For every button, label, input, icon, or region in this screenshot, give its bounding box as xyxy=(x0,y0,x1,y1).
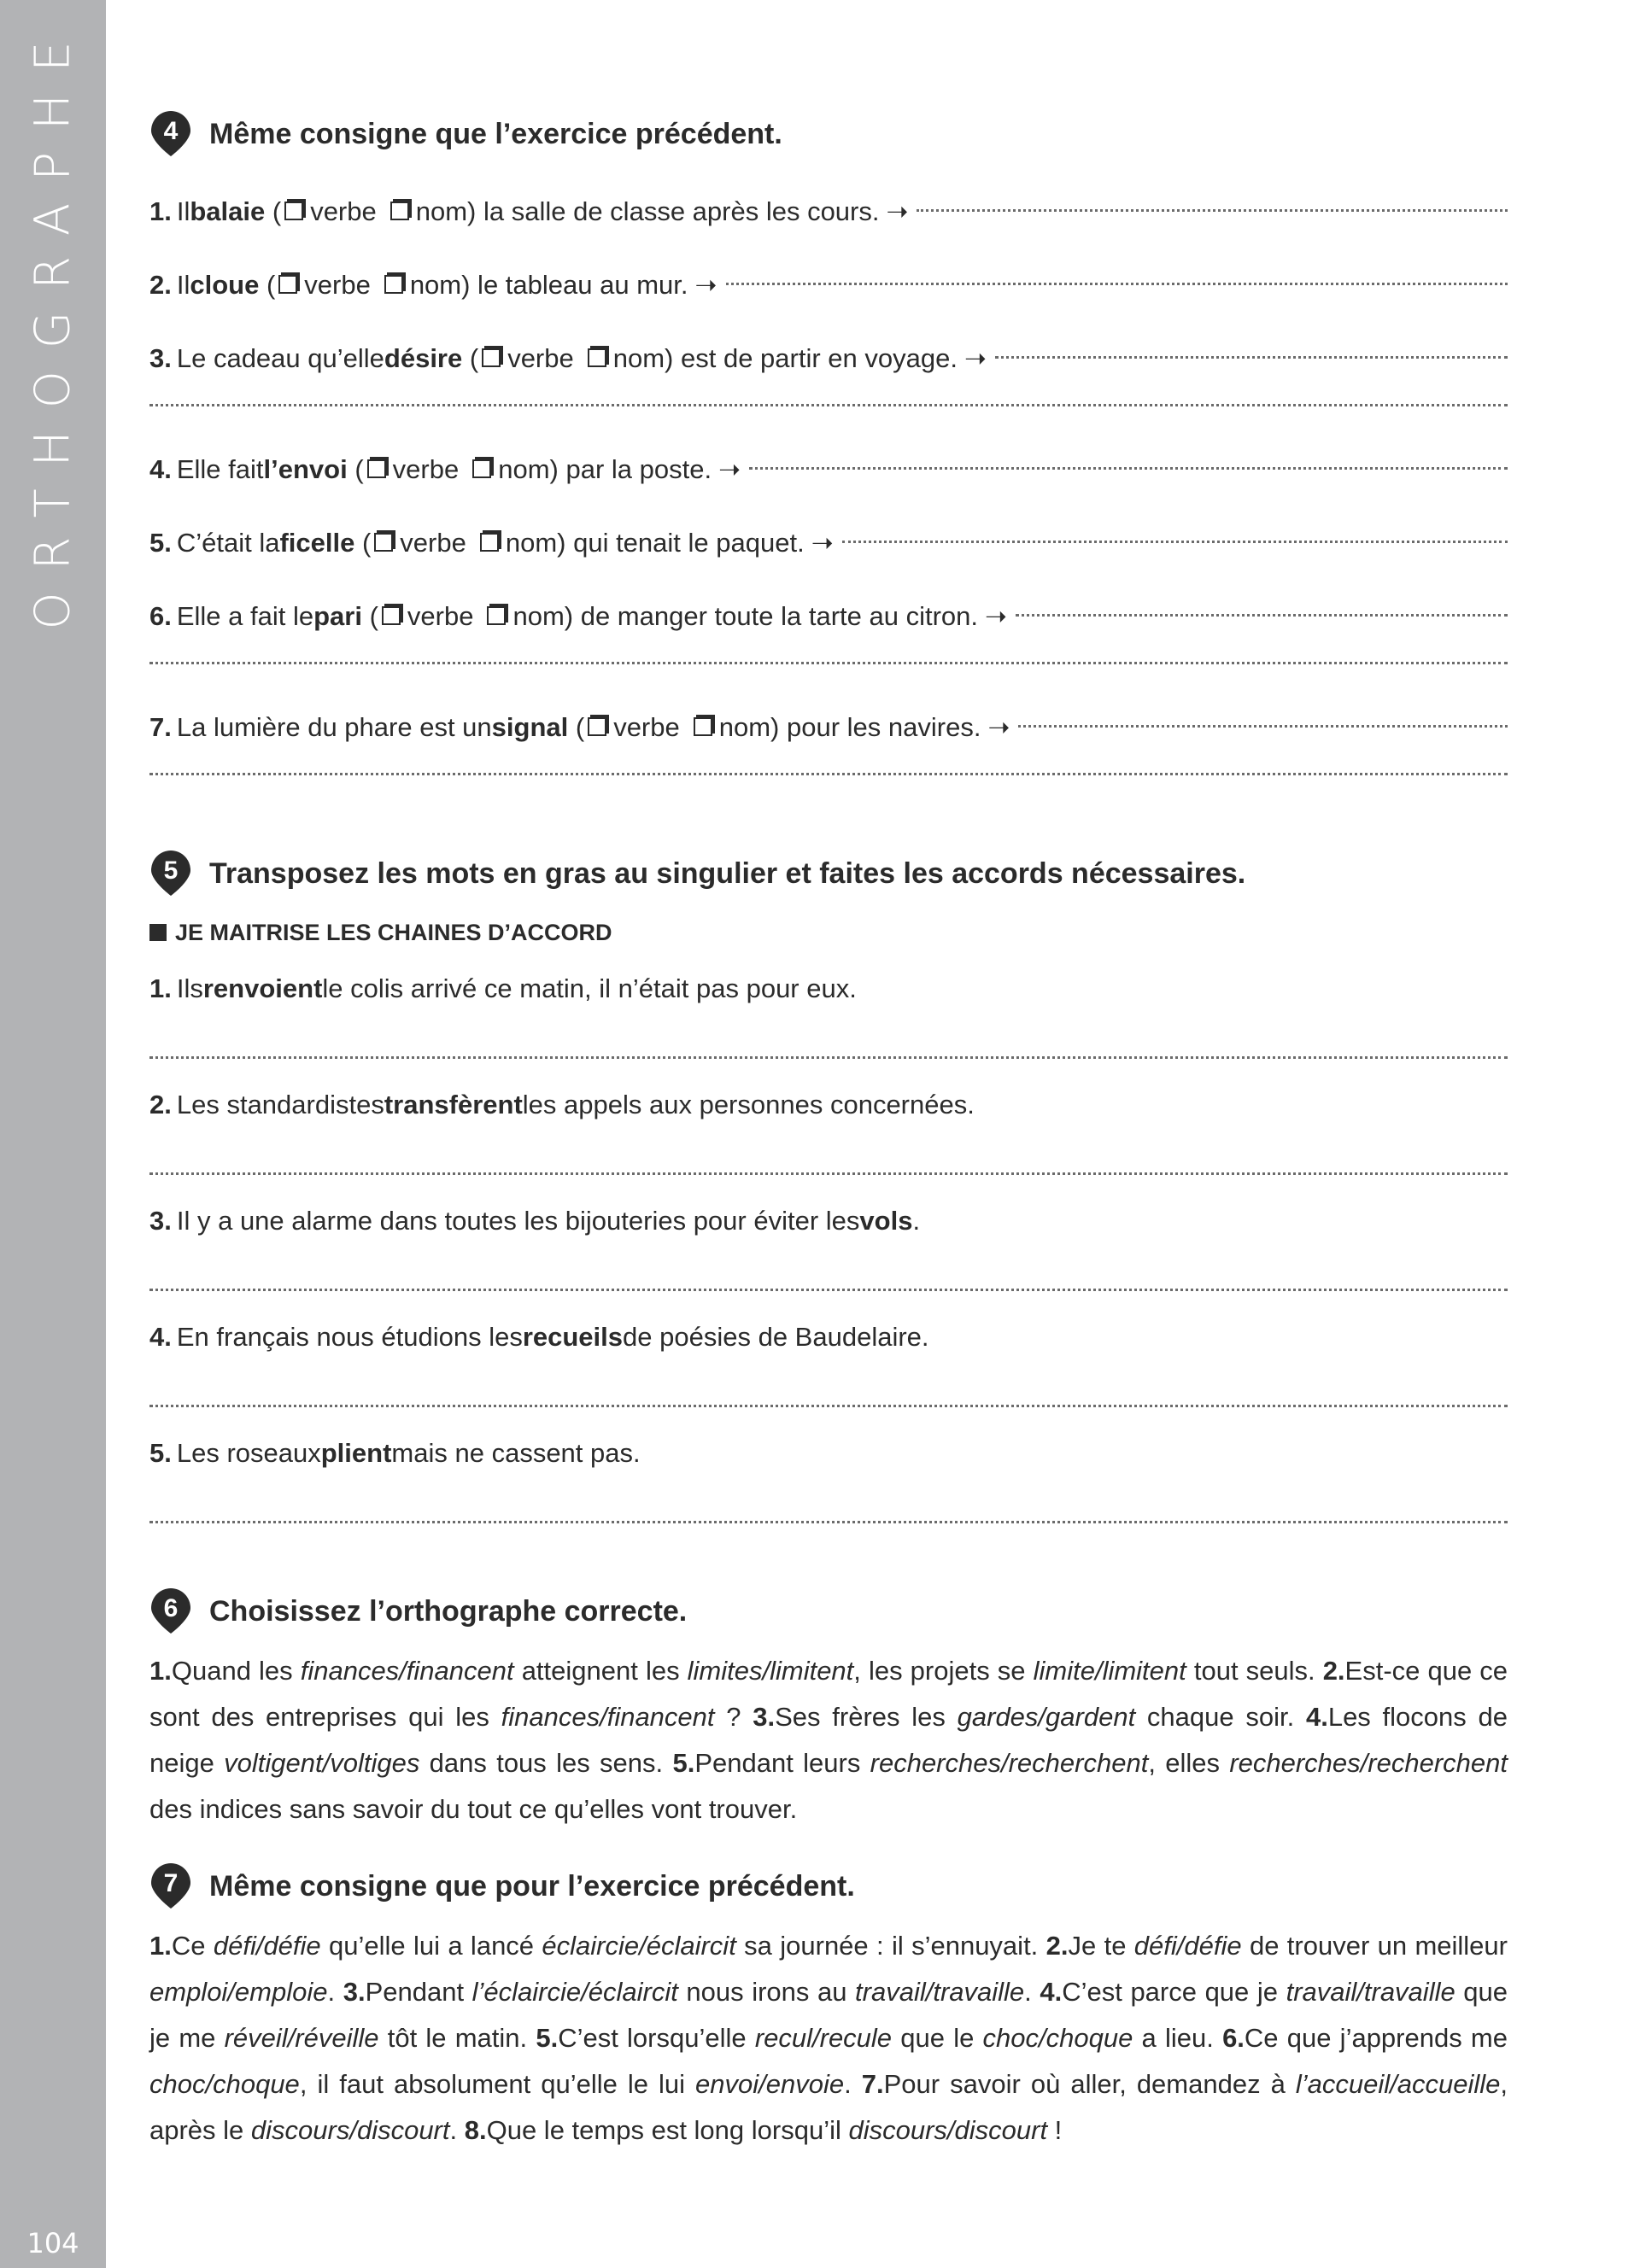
exercise-number-badge: 4 xyxy=(149,111,192,157)
exercise-4-item: 3. Le cadeau qu’elle désire ( verbe nom ) est de partir en voyage. ➝ xyxy=(149,330,1508,377)
bold-word: l’envoi xyxy=(263,454,348,484)
item-number: 6. xyxy=(149,601,172,631)
item-number: 3. xyxy=(149,1206,172,1236)
arrow-icon: ➝ xyxy=(886,196,909,226)
bold-word: transfèrent xyxy=(384,1090,523,1119)
checkbox-verbe[interactable] xyxy=(482,348,501,367)
item-number: 2. xyxy=(149,270,172,300)
item-number: 4. xyxy=(149,454,172,484)
exercise-number-badge: 7 xyxy=(149,1863,192,1909)
answer-line[interactable] xyxy=(149,1494,1508,1532)
answer-line[interactable] xyxy=(149,1030,1508,1067)
exercise-4-item: 1. Il balaie ( verbe nom ) la salle de classe après les cours. ➝ xyxy=(149,183,1508,231)
bold-word: cloue xyxy=(190,270,260,300)
bold-word: plient xyxy=(320,1438,392,1468)
item-number: 1. xyxy=(149,973,172,1003)
item-number: 4. xyxy=(149,1322,172,1352)
exercise-5-item: 3. Il y a une alarme dans toutes les bijouteries pour éviter les vols . xyxy=(149,1202,1508,1240)
exercise-5-list xyxy=(149,970,1508,1551)
checkbox-verbe[interactable] xyxy=(284,202,303,220)
arrow-icon: ➝ xyxy=(964,343,987,373)
option-nom-label: nom xyxy=(718,712,771,742)
item-number: 5. xyxy=(149,528,172,558)
page-number: 104 xyxy=(26,2227,79,2259)
answer-line[interactable] xyxy=(149,635,1508,673)
item-number: 3. xyxy=(149,343,172,373)
answer-line[interactable] xyxy=(149,1262,1508,1300)
option-verbe-label: verbe xyxy=(310,196,377,226)
checkbox-verbe[interactable] xyxy=(374,533,393,552)
arrow-icon: ➝ xyxy=(694,270,718,300)
checkbox-nom[interactable] xyxy=(472,459,491,478)
exercise-6-text: 1.Quand les finances/financent atteignent les limites/limitent, les projets se limite/limitent tout seuls. 2.Est-ce que ce sont des entreprises qui les finances/financent ? 3.Ses frères les gardes/gardent chaque soir. 4.Les flocons de neige voltigent/voltiges dans tous les sens. 5.Pendant leurs recherches/recherchent, elles recherches/recherchent des indices sans savoir du tout ce qu’elles vont trouver. xyxy=(149,1656,1508,1824)
sidebar xyxy=(0,0,106,2268)
bold-word: signal xyxy=(491,712,569,742)
exercise-5-item: 2. Les standardistes transfèrent les appels aux personnes concernées. xyxy=(149,1086,1508,1124)
checkbox-verbe[interactable] xyxy=(588,717,606,736)
item-number: 1. xyxy=(149,196,172,226)
bold-word: balaie xyxy=(190,196,266,226)
option-verbe-label: verbe xyxy=(392,454,460,484)
checkbox-nom[interactable] xyxy=(694,717,712,736)
exercise-5-subtitle: JE MAITRISE LES CHAINES D’ACCORD xyxy=(149,914,1508,951)
page-content xyxy=(149,111,1508,2154)
exercise-5-header xyxy=(149,850,1508,897)
answer-line[interactable] xyxy=(1016,587,1508,625)
exercise-6-header xyxy=(149,1588,1508,1634)
exercise-7-title: Même consigne que pour l’exercice précédent. xyxy=(209,1870,855,1903)
exercise-6-title: Choisissez l’orthographe correcte. xyxy=(209,1595,688,1628)
answer-line[interactable] xyxy=(149,377,1508,415)
exercise-4-item: 5. C’était la ficelle ( verbe nom ) qui tenait le paquet. ➝ xyxy=(149,514,1508,562)
exercise-4-item: 6. Elle a fait le pari ( verbe nom ) de manger toute la tarte au citron. ➝ xyxy=(149,587,1508,635)
option-verbe-label: verbe xyxy=(613,712,680,742)
bold-word: vols xyxy=(859,1206,913,1236)
arrow-icon: ➝ xyxy=(985,601,1007,631)
exercise-4-item: 2. Il cloue ( verbe nom ) le tableau au mur. ➝ xyxy=(149,256,1508,304)
answer-line[interactable] xyxy=(149,1378,1508,1416)
checkbox-verbe[interactable] xyxy=(367,459,386,478)
option-nom-label: nom xyxy=(505,528,558,558)
arrow-icon: ➝ xyxy=(811,528,834,558)
bold-word: pari xyxy=(313,601,362,631)
square-bullet-icon xyxy=(149,924,167,941)
exercise-7-header xyxy=(149,1863,1508,1909)
bold-word: recueils xyxy=(522,1322,624,1352)
arrow-icon: ➝ xyxy=(718,454,741,484)
exercise-number-badge: 6 xyxy=(149,1588,192,1634)
checkbox-verbe[interactable] xyxy=(278,275,297,294)
exercise-5-title: Transposez les mots en gras au singulier et faites les accords nécessaires. xyxy=(209,857,1246,890)
answer-line[interactable] xyxy=(1018,699,1508,736)
sidebar-title: ORTHOGRAPHE xyxy=(25,19,81,630)
arrow-icon: ➝ xyxy=(987,712,1010,742)
checkbox-nom[interactable] xyxy=(390,202,409,220)
bold-word: ficelle xyxy=(279,528,355,558)
answer-line[interactable] xyxy=(995,330,1508,367)
checkbox-nom[interactable] xyxy=(480,533,499,552)
bold-word: renvoient xyxy=(202,973,323,1003)
exercise-4-title: Même consigne que l’exercice précédent. xyxy=(209,118,782,150)
exercise-4-header xyxy=(149,111,1508,157)
exercise-5-item: 4. En français nous étudions les recueils de poésies de Baudelaire. xyxy=(149,1318,1508,1356)
item-number: 5. xyxy=(149,1438,172,1468)
checkbox-verbe[interactable] xyxy=(382,606,401,625)
exercise-4-item: 7. La lumière du phare est un signal ( verbe nom ) pour les navires. ➝ xyxy=(149,699,1508,746)
checkbox-nom[interactable] xyxy=(588,348,606,367)
checkbox-nom[interactable] xyxy=(384,275,403,294)
exercise-number-badge: 5 xyxy=(149,850,192,897)
item-number: 7. xyxy=(149,712,172,742)
option-verbe-label: verbe xyxy=(304,270,371,300)
answer-line[interactable] xyxy=(726,256,1508,294)
answer-line[interactable] xyxy=(149,1146,1508,1184)
bold-word: désire xyxy=(384,343,463,373)
exercise-5-item: 5. Les roseaux plient mais ne cassent pas. xyxy=(149,1435,1508,1472)
answer-line[interactable] xyxy=(149,746,1508,784)
option-nom-label: nom xyxy=(498,454,550,484)
option-nom-label: nom xyxy=(512,601,565,631)
option-nom-label: nom xyxy=(612,343,665,373)
option-verbe-label: verbe xyxy=(400,528,466,558)
exercise-4-item: 4. Elle fait l’envoi ( verbe nom ) par la poste. ➝ xyxy=(149,441,1508,488)
exercise-5-item: 1. Ils renvoient le colis arrivé ce matin, il n’était pas pour eux. xyxy=(149,970,1508,1008)
exercise-7-text: 1.Ce défi/défie qu’elle lui a lancé éclaircie/éclaircit sa journée : il s’ennuyait. 2.Je te défi/défie de trouver un meilleur emploi/emploie. 3.Pendant l’éclaircie/éclaircit nous irons au travail/travaille. 4.C’est parce que je travail/travaille que je me réveil/réveille tôt le matin. 5.C’est lorsqu’elle recul/recule que le choc/choque a lieu. 6.Ce que j’apprends me choc/choque, il faut absolument qu’elle le lui envoi/envoie. 7.Pour savoir où aller, demandez à l’accueil/accueille, après le discours/discourt. 8.Que le temps est long lorsqu’il discours/discourt ! xyxy=(149,1931,1508,2145)
answer-line[interactable] xyxy=(842,514,1508,552)
option-verbe-label: verbe xyxy=(507,343,574,373)
answer-line[interactable] xyxy=(749,441,1508,478)
exercise-4-list xyxy=(149,183,1508,810)
item-number: 2. xyxy=(149,1090,172,1119)
option-nom-label: nom xyxy=(409,270,462,300)
option-verbe-label: verbe xyxy=(407,601,474,631)
option-nom-label: nom xyxy=(415,196,468,226)
checkbox-nom[interactable] xyxy=(487,606,506,625)
answer-line[interactable] xyxy=(917,183,1508,220)
